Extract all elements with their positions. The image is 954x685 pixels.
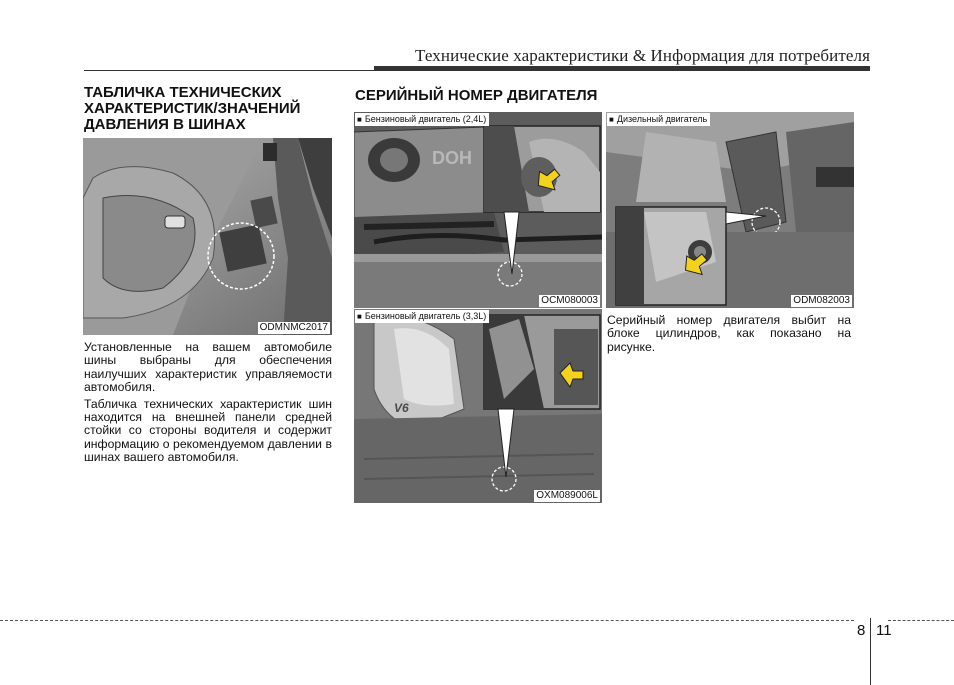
v6-badge-text: V6 <box>394 401 409 415</box>
image-code: ODMNMC2017 <box>259 322 328 333</box>
engine-serial-title: СЕРИЙНЫЙ НОМЕР ДВИГАТЕЛЯ <box>355 87 598 104</box>
caption-text: Бензиновый двигатель (3,3L) <box>364 311 487 321</box>
chapter-number: 8 <box>857 622 866 639</box>
bullet-square: ■ <box>357 115 362 124</box>
engine-2-4l-illustration <box>354 112 602 308</box>
page-number-divider <box>870 618 871 685</box>
engine-3-3l-photo <box>354 309 602 503</box>
image-caption <box>607 113 710 126</box>
bullet-square: ■ <box>609 115 614 124</box>
title-line: ДАВЛЕНИЯ В ШИНАХ <box>84 116 246 133</box>
paragraph: Серийный номер двигателя выбит на блоке цилиндров, как показано на рисунке. <box>607 313 851 354</box>
title-line: ТАБЛИЧКА ТЕХНИЧЕСКИХ <box>84 84 282 101</box>
engine-3-3l-illustration <box>354 309 602 503</box>
engine-diesel-photo <box>606 112 854 308</box>
tire-placard-title <box>84 85 344 133</box>
engine-diesel-illustration <box>606 112 854 308</box>
header-title: Технические характеристики & Информация для потребителя <box>415 46 870 65</box>
bullet-square: ■ <box>357 312 362 321</box>
page-number: 11 <box>876 622 892 639</box>
footer-dashed-rule-left <box>0 620 854 621</box>
engine-logo-text: DOH <box>432 148 472 168</box>
tire-placard-text <box>84 341 332 468</box>
engine-serial-text <box>607 314 851 357</box>
header-rule-thin <box>84 70 374 71</box>
caption-text: Бензиновый двигатель (2,4L) <box>364 114 487 124</box>
tire-placard-photo <box>83 138 332 335</box>
header-rule-thick <box>374 66 870 71</box>
image-code: ODM082003 <box>793 295 850 306</box>
caption-text: Дизельный двигатель <box>616 114 708 124</box>
paragraph: Установленные на вашем автомобиле шины выбраны для обеспечения наилучших характеристик управляемости автомобиля. <box>84 340 332 395</box>
image-caption <box>355 113 489 126</box>
engine-2-4l-photo <box>354 112 602 308</box>
door-pillar-illustration <box>83 138 332 335</box>
image-code: OXM089006L <box>536 490 598 501</box>
footer-dashed-rule-right <box>888 620 954 621</box>
paragraph: Табличка технических характеристик шин находится на внешней панели средней стойки со стороны водителя и содержит информацию о рекомендуемом давлении в шинах вашего автомобиля. <box>84 396 332 465</box>
title-line: ХАРАКТЕРИСТИК/ЗНАЧЕНИЙ <box>84 100 301 117</box>
image-caption <box>355 310 489 323</box>
image-code: OCM080003 <box>541 295 598 306</box>
